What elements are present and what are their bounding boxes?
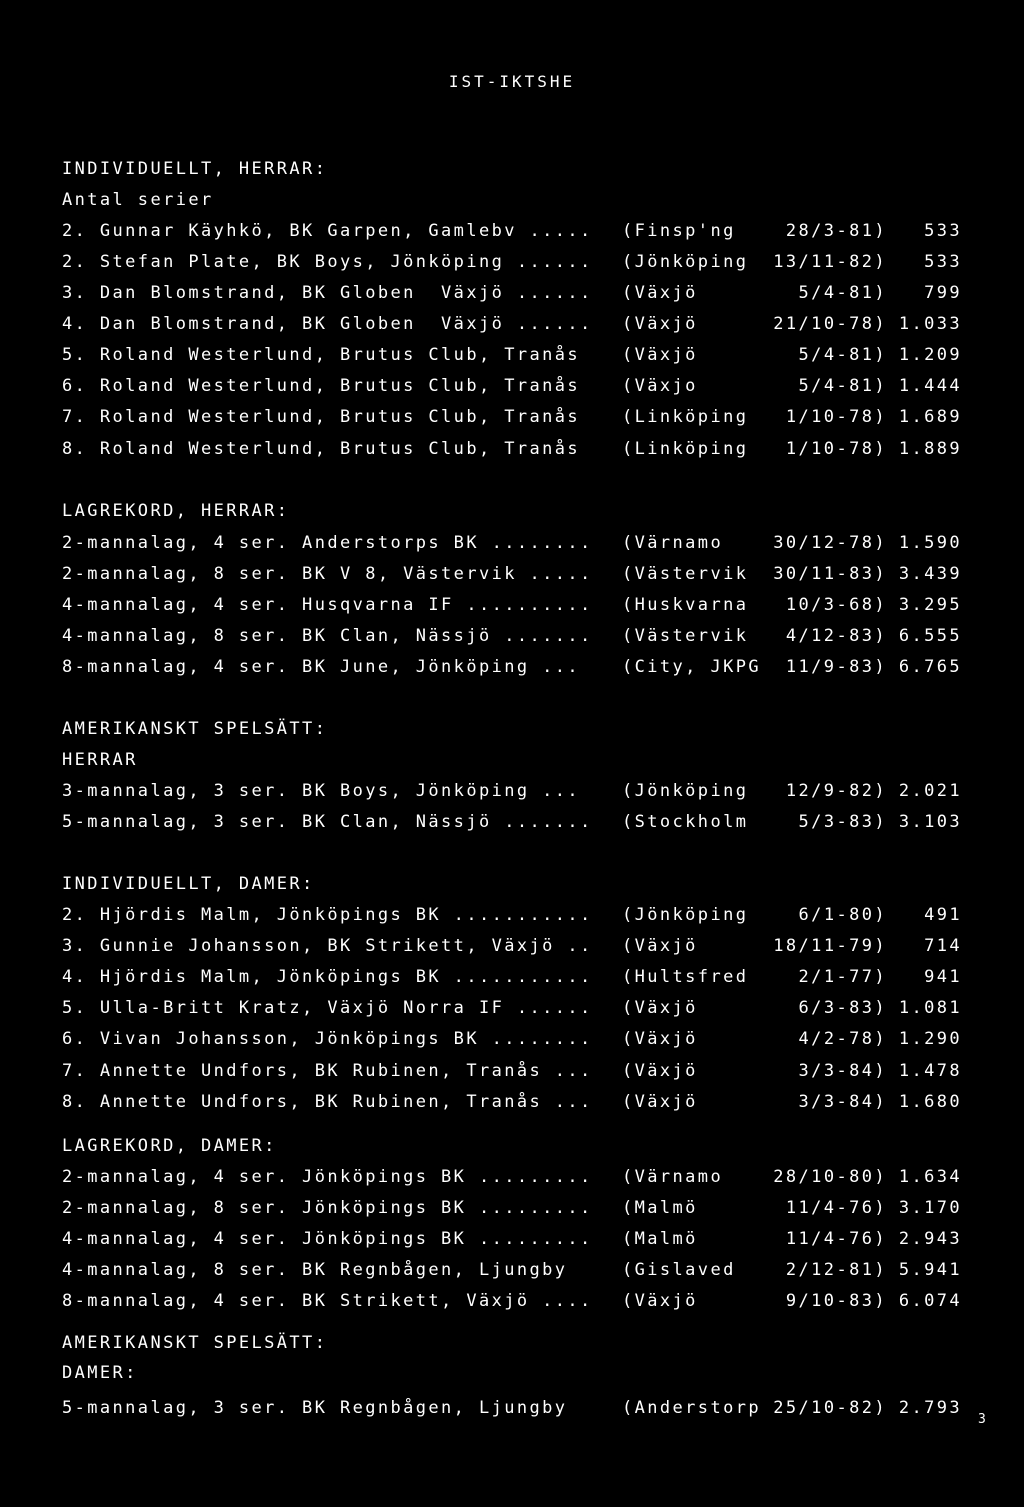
record-row <box>62 1060 962 1082</box>
record-row <box>62 1197 962 1219</box>
record-place: (Anderstorp <box>622 1398 761 1418</box>
record-desc: 8. Annette Undfors, BK Rubinen, Tranås ... <box>62 1092 593 1112</box>
page-header: IST-IKTSHE <box>448 72 576 91</box>
record-desc: 8-mannalag, 4 ser. BK Strikett, Växjö .... <box>62 1291 593 1311</box>
record-row <box>62 251 962 273</box>
record-place: (Växjö <box>622 345 698 365</box>
record-row <box>62 1259 962 1281</box>
record-desc: 2. Stefan Plate, BK Boys, Jönköping ...... <box>62 252 593 272</box>
record-date: 30/11-83) <box>773 564 887 584</box>
record-date: 4/2-78) <box>798 1029 887 1049</box>
record-desc: 4. Hjördis Malm, Jönköpings BK ........... <box>62 967 593 987</box>
record-row <box>62 1397 962 1419</box>
record-row <box>62 625 962 647</box>
section-heading-lag-herrar: LAGREKORD, HERRAR: <box>62 501 290 521</box>
record-date: 6/1-80) <box>798 905 887 925</box>
record-date: 18/11-79) <box>773 936 887 956</box>
record-score: 799 <box>924 283 962 303</box>
record-score: 3.170 <box>898 1198 962 1218</box>
record-desc: 4. Dan Blomstrand, BK Globen Växjö ...... <box>62 314 593 334</box>
record-score: 1.290 <box>898 1029 962 1049</box>
record-desc: 7. Roland Westerlund, Brutus Club, Tranås <box>62 407 581 427</box>
record-desc: 6. Roland Westerlund, Brutus Club, Tranås <box>62 376 581 396</box>
record-desc: 8-mannalag, 4 ser. BK June, Jönköping ... <box>62 657 581 677</box>
record-date: 4/12-83) <box>785 626 887 646</box>
record-score: 2.021 <box>898 781 962 801</box>
record-row <box>62 966 962 988</box>
record-desc: 4-mannalag, 4 ser. Jönköpings BK ......... <box>62 1229 593 1249</box>
record-date: 12/9-82) <box>785 781 887 801</box>
record-place: (Malmö <box>622 1229 698 1249</box>
record-desc: 5. Ulla-Britt Kratz, Växjö Norra IF ...... <box>62 998 593 1018</box>
record-date: 28/10-80) <box>773 1167 887 1187</box>
record-date: 25/10-82) <box>773 1398 887 1418</box>
record-row <box>62 1166 962 1188</box>
record-desc: 2-mannalag, 4 ser. Jönköpings BK ......... <box>62 1167 593 1187</box>
record-score: 941 <box>924 967 962 987</box>
record-place: (Värnamo <box>622 533 724 553</box>
record-score: 1.634 <box>898 1167 962 1187</box>
record-score: 1.081 <box>898 998 962 1018</box>
record-place: (Växjö <box>622 1092 698 1112</box>
record-score: 3.439 <box>898 564 962 584</box>
record-row <box>62 656 962 678</box>
record-score: 6.765 <box>898 657 962 677</box>
record-date: 5/4-81) <box>798 345 887 365</box>
record-score: 1.889 <box>898 439 962 459</box>
section-heading-lag-damer: LAGREKORD, DAMER: <box>62 1136 277 1156</box>
section-heading-am-herrar: AMERIKANSKT SPELSÄTT: <box>62 719 328 739</box>
record-date: 9/10-83) <box>785 1291 887 1311</box>
record-score: 3.103 <box>898 812 962 832</box>
record-row <box>62 904 962 926</box>
record-score: 491 <box>924 905 962 925</box>
section-heading-am-damer: AMERIKANSKT SPELSÄTT: <box>62 1333 328 1353</box>
record-place: (Huskvarna <box>622 595 749 615</box>
record-score: 1.444 <box>898 376 962 396</box>
record-desc: 5. Roland Westerlund, Brutus Club, Tranås <box>62 345 581 365</box>
subheading-antal-serier: Antal serier <box>62 190 214 210</box>
record-desc: 4-mannalag, 4 ser. Husqvarna IF .......... <box>62 595 593 615</box>
record-desc: 2. Gunnar Käyhkö, BK Garpen, Gamlebv ..... <box>62 221 593 241</box>
record-date: 28/3-81) <box>785 221 887 241</box>
record-place: (Västervik <box>622 626 749 646</box>
record-date: 11/4-76) <box>785 1229 887 1249</box>
record-place: (Linköping <box>622 407 749 427</box>
record-score: 1.689 <box>898 407 962 427</box>
record-date: 3/3-84) <box>798 1092 887 1112</box>
record-row <box>62 594 962 616</box>
record-place: (Hultsfred <box>622 967 749 987</box>
record-place: (Värnamo <box>622 1167 724 1187</box>
record-place: (Växjö <box>622 1061 698 1081</box>
record-date: 6/3-83) <box>798 998 887 1018</box>
record-desc: 2. Hjördis Malm, Jönköpings BK ........... <box>62 905 593 925</box>
record-place: (Jönköping <box>622 905 749 925</box>
record-desc: 2-mannalag, 4 ser. Anderstorps BK ........ <box>62 533 593 553</box>
record-date: 2/12-81) <box>785 1260 887 1280</box>
page-number: 3 <box>978 1412 989 1427</box>
record-date: 5/3-83) <box>798 812 887 832</box>
record-place: (Gislaved <box>622 1260 736 1280</box>
record-row <box>62 1290 962 1312</box>
record-desc: 3-mannalag, 3 ser. BK Boys, Jönköping ... <box>62 781 581 801</box>
record-row <box>62 563 962 585</box>
record-place: (City, JKPG <box>622 657 761 677</box>
record-score: 6.074 <box>898 1291 962 1311</box>
record-row <box>62 997 962 1019</box>
record-score: 1.033 <box>898 314 962 334</box>
record-row <box>62 406 962 428</box>
record-score: 533 <box>924 221 962 241</box>
record-desc: 2-mannalag, 8 ser. BK V 8, Västervik ..... <box>62 564 593 584</box>
record-row <box>62 282 962 304</box>
record-date: 10/3-68) <box>785 595 887 615</box>
subheading-herrar: HERRAR <box>62 750 138 770</box>
record-place: (Växjö <box>622 1029 698 1049</box>
record-score: 1.680 <box>898 1092 962 1112</box>
record-place: (Växjö <box>622 1291 698 1311</box>
record-score: 1.478 <box>898 1061 962 1081</box>
record-date: 2/1-77) <box>798 967 887 987</box>
section-heading-ind-herrar: INDIVIDUELLT, HERRAR: <box>62 159 328 179</box>
record-place: (Växjö <box>622 998 698 1018</box>
record-row <box>62 1091 962 1113</box>
record-desc: 8. Roland Westerlund, Brutus Club, Tranås <box>62 439 581 459</box>
record-score: 6.555 <box>898 626 962 646</box>
record-place: (Västervik <box>622 564 749 584</box>
subheading-damer: DAMER: <box>62 1363 138 1383</box>
record-row <box>62 375 962 397</box>
record-place: (Växjo <box>622 376 698 396</box>
record-date: 11/4-76) <box>785 1198 887 1218</box>
record-desc: 6. Vivan Johansson, Jönköpings BK ........ <box>62 1029 593 1049</box>
record-score: 714 <box>924 936 962 956</box>
record-desc: 2-mannalag, 8 ser. Jönköpings BK ......... <box>62 1198 593 1218</box>
record-row <box>62 220 962 242</box>
record-date: 3/3-84) <box>798 1061 887 1081</box>
record-score: 1.590 <box>898 533 962 553</box>
record-place: (Jönköping <box>622 252 749 272</box>
record-row <box>62 811 962 833</box>
record-desc: 7. Annette Undfors, BK Rubinen, Tranås ... <box>62 1061 593 1081</box>
record-place: (Växjö <box>622 283 698 303</box>
record-score: 1.209 <box>898 345 962 365</box>
record-row <box>62 438 962 460</box>
record-place: (Finsp'ng <box>622 221 736 241</box>
record-row <box>62 532 962 554</box>
record-date: 1/10-78) <box>785 407 887 427</box>
record-date: 30/12-78) <box>773 533 887 553</box>
record-date: 5/4-81) <box>798 283 887 303</box>
record-desc: 4-mannalag, 8 ser. BK Regnbågen, Ljungby <box>62 1260 568 1280</box>
record-desc: 3. Dan Blomstrand, BK Globen Växjö ...... <box>62 283 593 303</box>
record-place: (Växjö <box>622 936 698 956</box>
record-place: (Jönköping <box>622 781 749 801</box>
record-score: 5.941 <box>898 1260 962 1280</box>
record-score: 533 <box>924 252 962 272</box>
record-date: 13/11-82) <box>773 252 887 272</box>
record-score: 2.793 <box>898 1398 962 1418</box>
record-place: (Stockholm <box>622 812 749 832</box>
record-date: 21/10-78) <box>773 314 887 334</box>
record-date: 5/4-81) <box>798 376 887 396</box>
record-row <box>62 1028 962 1050</box>
section-heading-ind-damer: INDIVIDUELLT, DAMER: <box>62 874 315 894</box>
record-row <box>62 935 962 957</box>
record-row <box>62 313 962 335</box>
record-date: 1/10-78) <box>785 439 887 459</box>
record-desc: 5-mannalag, 3 ser. BK Regnbågen, Ljungby <box>62 1398 568 1418</box>
record-score: 3.295 <box>898 595 962 615</box>
record-place: (Malmö <box>622 1198 698 1218</box>
record-row <box>62 1228 962 1250</box>
record-row <box>62 344 962 366</box>
record-row <box>62 780 962 802</box>
record-place: (Växjö <box>622 314 698 334</box>
record-desc: 3. Gunnie Johansson, BK Strikett, Växjö .. <box>62 936 593 956</box>
record-score: 2.943 <box>898 1229 962 1249</box>
record-place: (Linköping <box>622 439 749 459</box>
record-desc: 5-mannalag, 3 ser. BK Clan, Nässjö ....... <box>62 812 593 832</box>
record-desc: 4-mannalag, 8 ser. BK Clan, Nässjö ....... <box>62 626 593 646</box>
record-date: 11/9-83) <box>785 657 887 677</box>
